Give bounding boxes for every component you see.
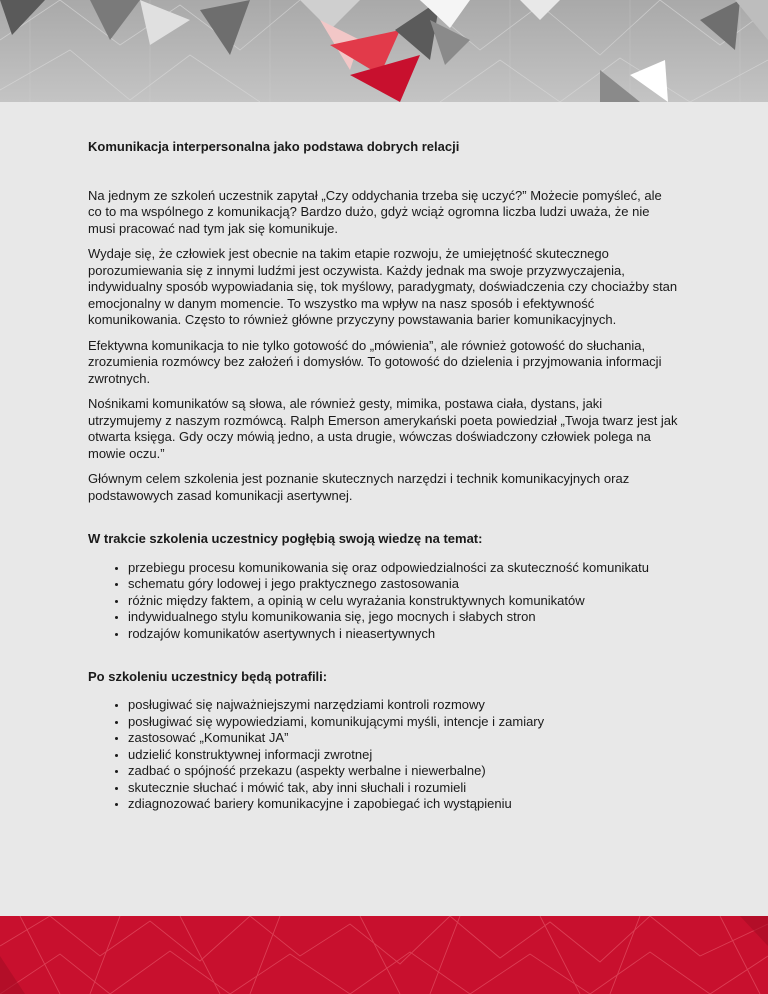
section-heading-skills: Po szkoleniu uczestnicy będą potrafili: bbox=[88, 668, 328, 684]
list-item: • rodzajów komunikatów asertywnych i nieasertywnych bbox=[128, 626, 678, 642]
knowledge-list bbox=[88, 560, 678, 642]
intro-paragraph: Na jednym ze szkoleń uczestnik zapytał „Czy oddychania trzeba się uczyć?” Możecie pomyśleć, ale co to ma wspólnego z komunikacją? Bardzo dużo, gdyż wciąż ogromna liczba ludzi uważa, że nie musi pracować nad tym jak się komunikuje. bbox=[88, 187, 662, 236]
list-item: • przebiegu procesu komunikowania się oraz odpowiedzialności za skuteczność komunikatu bbox=[128, 560, 678, 576]
list-item: • posługiwać się wypowiedziami, komunikującymi myśli, intencje i zamiary bbox=[128, 714, 678, 730]
document-body bbox=[88, 139, 678, 813]
footer-decoration bbox=[0, 916, 768, 994]
document-title: Komunikacja interpersonalna jako podstawa dobrych relacji bbox=[88, 139, 460, 154]
list-item: • różnic między faktem, a opinią w celu wyrażania konstruktywnych komunikatów bbox=[128, 593, 678, 609]
list-item: • indywidualnego stylu komunikowania się, jego mocnych i słabych stron bbox=[128, 609, 678, 625]
list-item: • zdiagnozować bariery komunikacyjne i zapobiegać ich wystąpieniu bbox=[128, 796, 678, 812]
list-item: • skutecznie słuchać i mówić tak, aby inni słuchali i rozumieli bbox=[128, 780, 678, 796]
paragraph-5: Głównym celem szkolenia jest poznanie skutecznych narzędzi i technik komunikacyjnych oraz podstawowych zasad komunikacji asertywnej. bbox=[88, 471, 630, 503]
paragraph-4: Nośnikami komunikatów są słowa, ale również gesty, mimika, postawa ciała, dystans, jaki utrzymujemy z naszym rozmówcą. Ralph Emerson amerykański poeta powiedział „Twoja twarz jest jak otwarta księga. Gdy oczy mówią jedno, a usta drugie, wówczas doświadczony człowiek polega na mowie oczu.” bbox=[88, 396, 678, 461]
skills-list bbox=[88, 697, 678, 812]
section-heading-knowledge: W trakcie szkolenia uczestnicy pogłębią swoją wiedzę na temat: bbox=[88, 531, 483, 546]
paragraph-2: Wydaje się, że człowiek jest obecnie na takim etapie rozwoju, że umiejętność skutecznego porozumiewania się z innymi ludźmi jest oczywista. Każdy jednak ma swoje przyzwyczajenia, indywidualny sposób wypowiadania się, tok myślowy, paradygmaty, doświadczenia czy chociażby stan emocjonalny w danym momencie. To wszystko ma wpływ na nasz sposób i efektywność komunikowania. Często to również główne przyczyny powstawania barier komunikacyjnych. bbox=[88, 246, 678, 327]
list-item: • posługiwać się najważniejszymi narzędziami kontroli rozmowy bbox=[128, 697, 678, 713]
list-item: • schematu góry lodowej i jego praktycznego zastosowania bbox=[128, 576, 678, 592]
header-decoration bbox=[0, 0, 768, 102]
paragraph-3: Efektywna komunikacja to nie tylko gotowość do „mówienia”, ale również gotowość do słuchania, zrozumienia rozmówcy bez założeń i domysłów. To gotowość do dzielenia i przyjmowania informacji zwrotnych. bbox=[88, 337, 662, 386]
list-item: • udzielić konstruktywnej informacji zwrotnej bbox=[128, 747, 678, 763]
list-item: • zastosować „Komunikat JA” bbox=[128, 730, 678, 746]
list-item: • zadbać o spójność przekazu (aspekty werbalne i niewerbalne) bbox=[128, 763, 678, 779]
